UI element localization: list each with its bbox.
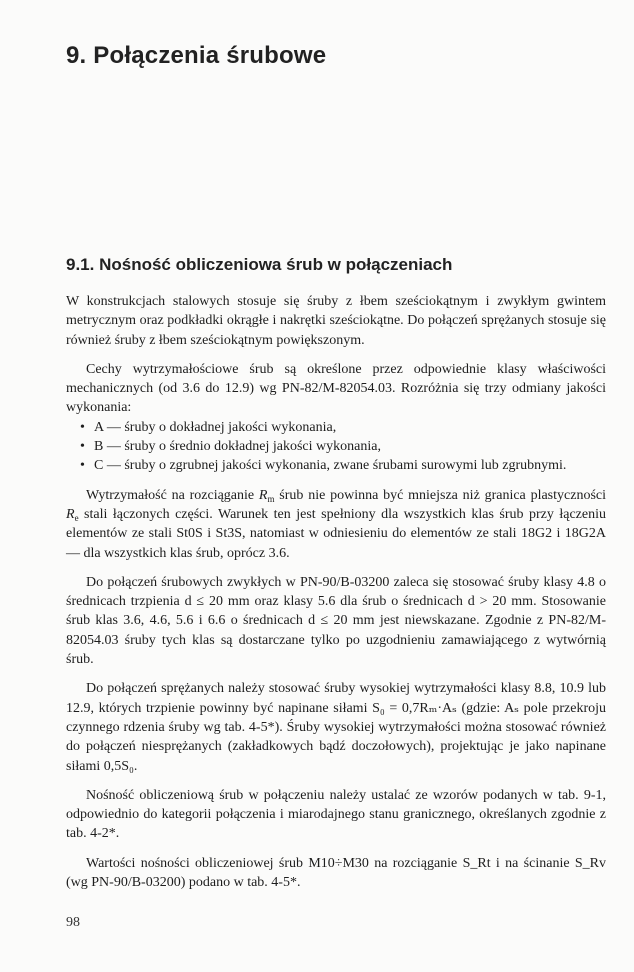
list-item xyxy=(66,418,606,437)
paragraph-capacity-values: Wartości nośności obliczeniowej śrub M10÷M30 na rozciąganie S_Rt i na ścinanie S_Rv (wg PN-90/B-03200) podano w tab. 4-5*. xyxy=(66,855,606,891)
body-text xyxy=(66,292,606,892)
bullet-icon: • xyxy=(80,458,85,474)
paragraph-tensile-strength: Wytrzymałość na rozciąganie $R_m$ śrub nie powinna być mniejsza niż granica plastyczności $R_e$ stali łączonych części. Warunek ten jest spełniony dla wszystkich klas śrub przy łączeniu elementów ze stali St0S i St3S, natomiast w odniesieniu do elementów ze stali 18G2 i 18G2A — dla wszystkich klas śrub, oprócz 3.6. xyxy=(66,487,606,561)
paragraph-properties: Cechy wytrzymałościowe śrub są określone przez odpowiednie klasy właściwości mechanicznych (od 3.6 do 12.9) wg PN-82/M-82054.03. Rozróżnia się trzy odmiany jakości wykonania: xyxy=(66,361,606,416)
quality-list xyxy=(66,418,606,476)
list-item-text: B — śruby o średnio dokładnej jakości wykonania, xyxy=(94,439,381,455)
section-title: 9.1. Nośność obliczeniowa śrub w połączeniach xyxy=(66,255,453,274)
bullet-icon: • xyxy=(80,439,85,455)
paragraph-preloaded-bolts: Do połączeń sprężanych należy stosować śruby wysokiej wytrzymałości klasy 8.8, 10.9 lub 12.9, których trzpienie powinny być napinane siłami S₀ = 0,7Rₘ·Aₛ (gdzie: Aₛ pole przekroju czynnego rdzenia śruby wg tab. 4-5*). Śruby wysokiej wytrzymałości można stosować również do połączeń niesprężanych (zakładkowych bądź doczołowych), projektując je jako napinane siłami 0,5S₀. xyxy=(66,681,606,774)
paragraph-ordinary-bolts: Do połączeń śrubowych zwykłych w PN-90/B-03200 zaleca się stosować śruby klasy 4.8 o średnicach trzpienia d ≤ 20 mm oraz klasy 5.6 dla śrub o średnicach d > 20 mm. Stosowanie śrub klas 3.6, 4.6, 5.6 i 6.6 o średnicach d ≤ 20 mm jest niewskazane. Zgodnie z PN-82/M-82054.03 śruby tych klas są dostarczane tylko po uzgodnieniu zamawiającego z wytwórnią śrub. xyxy=(66,574,606,668)
list-item xyxy=(66,437,606,456)
paragraph-design-capacity: Nośność obliczeniową śrub w połączeniu należy ustalać ze wzorów podanych w tab. 9-1, odpowiednio do kategorii połączenia i miarodajnego stanu granicznego, określanych zgodnie z tab. 4-2*. xyxy=(66,787,606,842)
page-number: 98 xyxy=(66,915,80,930)
chapter-title: 9. Połączenia śrubowe xyxy=(66,42,327,69)
paragraph-intro: W konstrukcjach stalowych stosuje się śruby z łbem sześciokątnym i zwykłym gwintem metrycznym oraz podkładki okrągłe i nakrętki sześciokątne. Do połączeń sprężanych stosuje się również śruby z łbem sześciokątnym powiększonym. xyxy=(66,294,606,348)
list-item-text: C — śruby o zgrubnej jakości wykonania, zwane śrubami surowymi lub zgrubnymi. xyxy=(94,458,567,474)
list-item-text: A — śruby o dokładnej jakości wykonania, xyxy=(94,419,337,435)
bullet-icon: • xyxy=(80,419,85,435)
list-item xyxy=(66,456,606,475)
